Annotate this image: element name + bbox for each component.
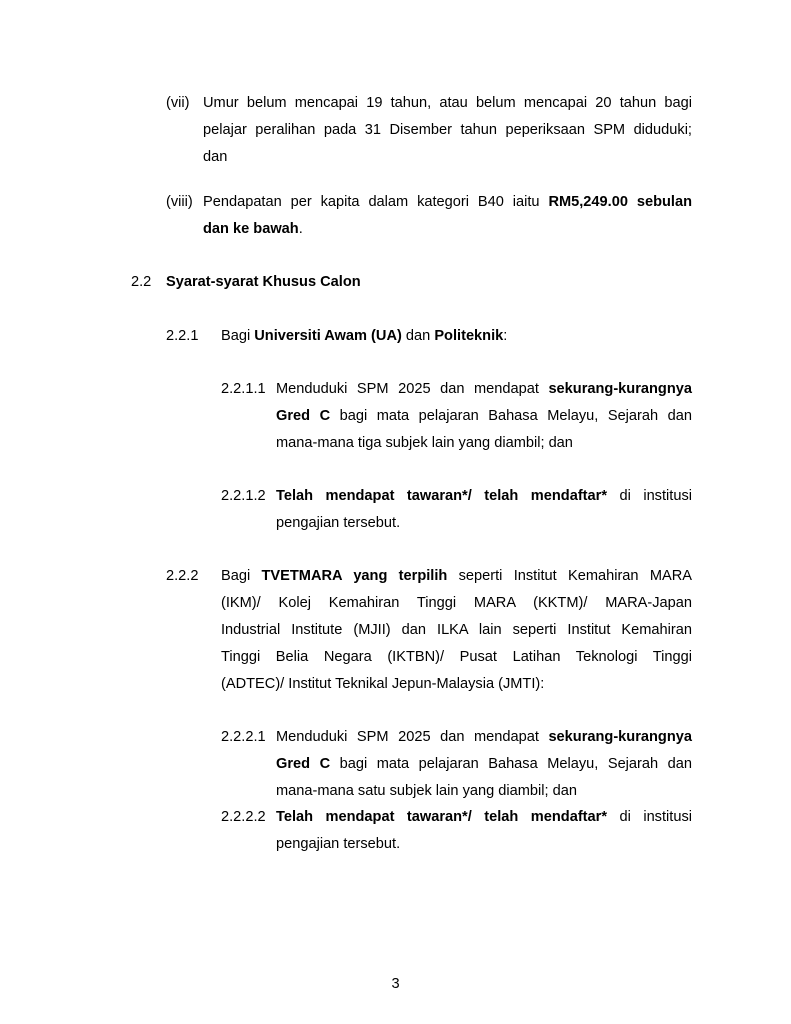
s2211-l2a: Gred C bbox=[276, 408, 331, 424]
section-2-2-1-2-number: 2.2.1.2 bbox=[221, 488, 266, 504]
section-2-2-2-2-number: 2.2.2.2 bbox=[221, 809, 266, 825]
s2222-line-2: pengajian tersebut. bbox=[276, 836, 401, 852]
item-viii-number: (viii) bbox=[166, 194, 193, 210]
s221-politeknik: Politeknik bbox=[434, 328, 504, 344]
item-viii-line-2 bbox=[203, 220, 303, 238]
item-viii-period: . bbox=[298, 221, 303, 237]
s2222-l1b: di institusi bbox=[607, 809, 692, 825]
s2222-line-1 bbox=[276, 808, 692, 826]
s221-t5: : bbox=[503, 328, 508, 344]
s2211-l2b: bagi mata pelajaran Bahasa Melayu, Sejarah dan bbox=[330, 408, 692, 424]
s2212-line-1 bbox=[276, 487, 692, 505]
s222-line-1 bbox=[221, 567, 692, 585]
s2221-l1b: sekurang-kurangnya bbox=[548, 729, 692, 745]
s222-line-3: Industrial Institute (MJII) dan ILKA lain seperti Institut Kemahiran bbox=[221, 622, 692, 638]
item-vii-line-1: Umur belum mencapai 19 tahun, atau belum mencapai 20 tahun bagi bbox=[203, 95, 692, 111]
page-number: 3 bbox=[391, 976, 400, 992]
s2222-l1a: Telah mendapat tawaran*/ telah mendaftar* bbox=[276, 809, 608, 825]
section-2-2-2-number: 2.2.2 bbox=[166, 568, 199, 584]
s222-line-5: (ADTEC)/ Institut Teknikal Jepun-Malaysia (JMTI): bbox=[221, 676, 545, 692]
item-viii-amount: RM5,249.00 sebulan bbox=[548, 194, 692, 210]
s221-ua: Universiti Awam (UA) bbox=[254, 328, 402, 344]
section-2-2-2-1-number: 2.2.2.1 bbox=[221, 729, 266, 745]
s2211-line-2 bbox=[276, 407, 692, 425]
s2221-l1a: Menduduki SPM 2025 dan mendapat bbox=[276, 729, 549, 745]
s222-l1a: Bagi bbox=[221, 568, 262, 584]
s2221-l2b: bagi mata pelajaran Bahasa Melayu, Sejarah dan bbox=[330, 756, 692, 772]
item-viii-line-1 bbox=[203, 193, 692, 211]
s2211-l1b: sekurang-kurangnya bbox=[548, 381, 692, 397]
s222-l1b: TVETMARA yang terpilih bbox=[261, 568, 448, 584]
s2221-line-1 bbox=[276, 728, 692, 746]
item-vii-line-3: dan bbox=[203, 149, 228, 165]
section-2-2-1-1-number: 2.2.1.1 bbox=[221, 381, 266, 397]
s221-t1: Bagi bbox=[221, 328, 255, 344]
section-2-2-1-number: 2.2.1 bbox=[166, 328, 199, 344]
s222-line-2: (IKM)/ Kolej Kemahiran Tinggi MARA (KKTM)/ MARA-Japan bbox=[221, 595, 692, 611]
section-2-2-1-text bbox=[221, 327, 507, 345]
s2212-line-2: pengajian tersebut. bbox=[276, 515, 401, 531]
s222-l1c: seperti Institut Kemahiran MARA bbox=[447, 568, 692, 584]
s2211-l1a: Menduduki SPM 2025 dan mendapat bbox=[276, 381, 549, 397]
s2221-line-3: mana-mana satu subjek lain yang diambil; dan bbox=[276, 783, 577, 799]
s2212-l1b: di institusi bbox=[607, 488, 692, 504]
s2221-line-2 bbox=[276, 755, 692, 773]
s2221-l2a: Gred C bbox=[276, 756, 331, 772]
section-2-2-number: 2.2 bbox=[131, 274, 152, 290]
item-viii-amount-cont: dan ke bawah bbox=[203, 221, 299, 237]
s2211-line-3: mana-mana tiga subjek lain yang diambil; dan bbox=[276, 435, 573, 451]
s222-line-4: Tinggi Belia Negara (IKTBN)/ Pusat Latihan Teknologi Tinggi bbox=[221, 649, 692, 665]
item-viii-text: Pendapatan per kapita dalam kategori B40 iaitu bbox=[203, 194, 549, 210]
s221-t3: dan bbox=[401, 328, 435, 344]
item-vii-line-2: pelajar peralihan pada 31 Disember tahun peperiksaan SPM diduduki; bbox=[203, 122, 692, 138]
s2212-l1a: Telah mendapat tawaran*/ telah mendaftar* bbox=[276, 488, 608, 504]
item-vii-number: (vii) bbox=[166, 95, 190, 111]
s2211-line-1 bbox=[276, 380, 692, 398]
section-2-2-title: Syarat-syarat Khusus Calon bbox=[166, 274, 361, 290]
